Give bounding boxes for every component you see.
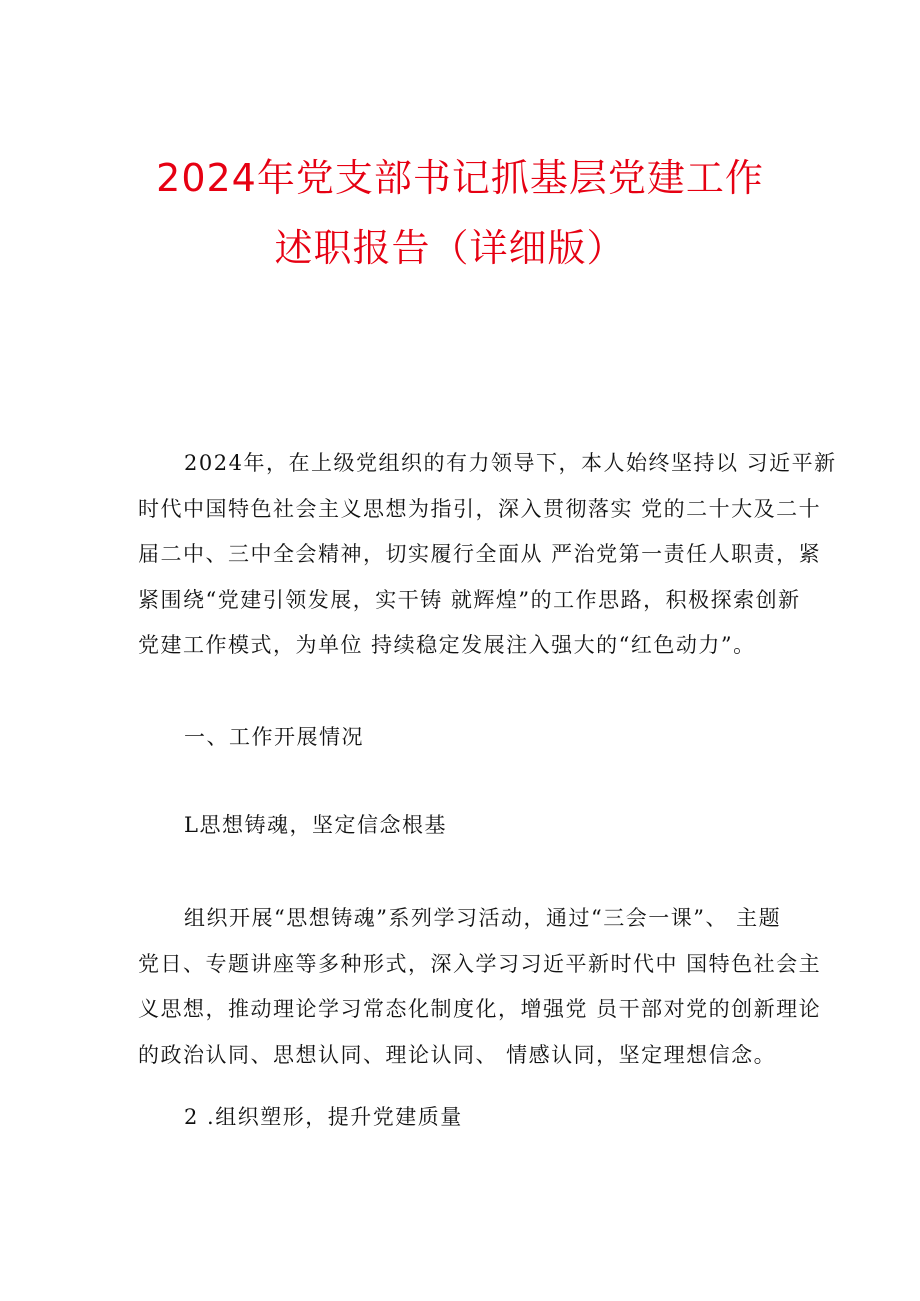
ideology-paragraph-line: 的政治认同、思想认同、理论认同、 情感认同，坚定理想信念。 — [138, 1042, 777, 1067]
ideology-paragraph-line: 党日、专题讲座等多种形式，深入学习习近平新时代中 国特色社会主 — [138, 951, 822, 976]
intro-paragraph-line: 紧围绕“党建引领发展，实干铸 就辉煌”的工作思路，积极探索创新 — [138, 587, 801, 612]
section-heading-work-progress: 一、工作开展情况 — [184, 725, 364, 749]
intro-paragraph-line: 党建工作模式，为单位 持续稳定发展注入强大的“红色动力”。 — [138, 633, 756, 657]
ideology-paragraph-line: 义思想，推动理论学习常态化制度化，增强党 员干部对党的创新理论 — [138, 997, 822, 1021]
ideology-paragraph-line: 组织开展“思想铸魂”系列学习活动，通过“三会一课”、 主题 — [184, 906, 782, 930]
document-title-line-2: 述职报告（详细版） — [274, 226, 626, 270]
intro-paragraph — [138, 441, 837, 669]
intro-paragraph-line: 时代中国特色社会主义思想为指引，深入贯彻落实 党的二十大及二十 — [138, 496, 822, 521]
subheading-organization: 2 .组织塑形，提升党建质量 — [184, 1105, 463, 1129]
subheading-ideology: L思想铸魂，坚定信念根基 — [184, 813, 447, 837]
intro-paragraph-line: 2024年，在上级党组织的有力领导下，本人始终坚持以 习近平新 — [184, 451, 837, 475]
ideology-paragraph — [138, 896, 822, 1078]
document-title-line-1: 2024年党支部书记抓基层党建工作 — [156, 156, 764, 200]
intro-paragraph-line: 届二中、三中全会精神，切实履行全面从 严治党第一责任人职责，紧 — [138, 542, 822, 566]
